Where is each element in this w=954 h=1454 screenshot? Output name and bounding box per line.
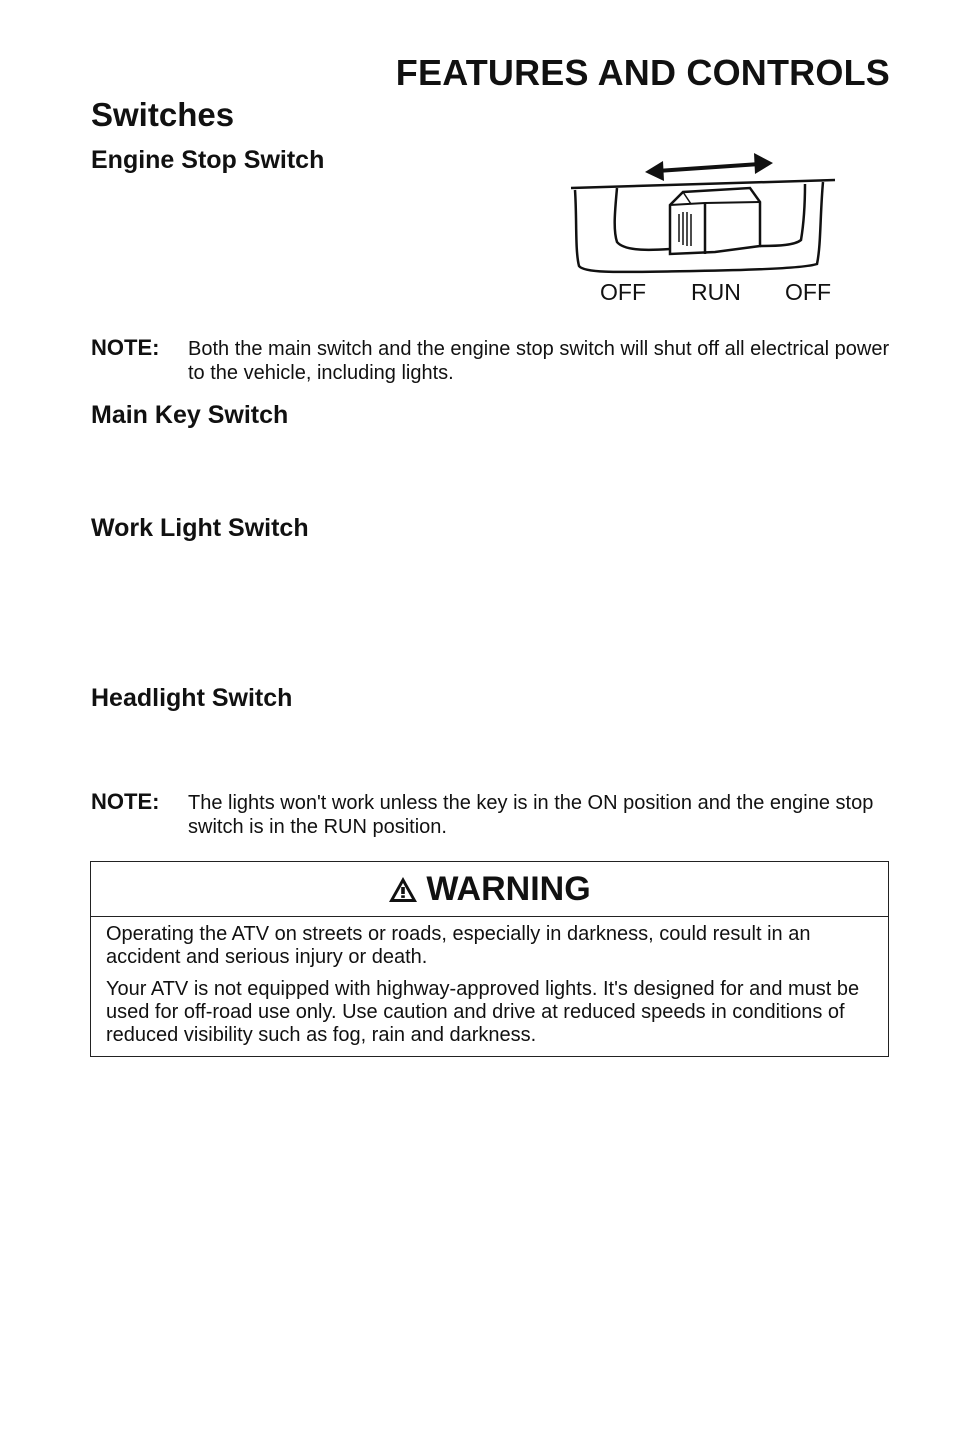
switch-knob-icon (670, 188, 760, 254)
warning-body (91, 917, 888, 1047)
note-label: NOTE: (91, 789, 160, 814)
position-label-off-left: OFF (600, 279, 646, 305)
warning-triangle-icon (388, 876, 418, 903)
position-label-off-right: OFF (785, 279, 831, 305)
warning-header (91, 862, 888, 917)
position-label-run: RUN (691, 279, 741, 305)
warning-paragraph: Operating the ATV on streets or roads, especially in darkness, could result in an accident and serious injury or death. (106, 923, 811, 968)
engine-stop-switch-heading: Engine Stop Switch (91, 146, 325, 174)
note-label: NOTE: (91, 335, 160, 360)
warning-title: WARNING (426, 869, 591, 908)
warning-paragraph: Your ATV is not equipped with highway-approved lights. It's designed for and must be used for off-road use only. Use caution and drive at reduced speeds in conditions of reduced visibility such as fog, rain and darkness. (106, 978, 860, 1046)
headlight-switch-heading: Headlight Switch (91, 684, 293, 712)
page-title: FEATURES AND CONTROLS (395, 52, 890, 93)
double-arrow-icon (645, 153, 773, 181)
note-main-switch (91, 335, 891, 385)
work-light-switch-heading: Work Light Switch (91, 514, 309, 542)
warning-box (90, 861, 889, 1057)
section-title: Switches (91, 96, 235, 133)
main-key-switch-heading: Main Key Switch (91, 401, 289, 429)
note-text: The lights won't work unless the key is in the ON position and the engine stop switch is in the RUN position. (188, 792, 874, 838)
note-text: Both the main switch and the engine stop switch will shut off all electrical power to the vehicle, including lights. (188, 338, 890, 384)
note-lights (91, 789, 891, 839)
